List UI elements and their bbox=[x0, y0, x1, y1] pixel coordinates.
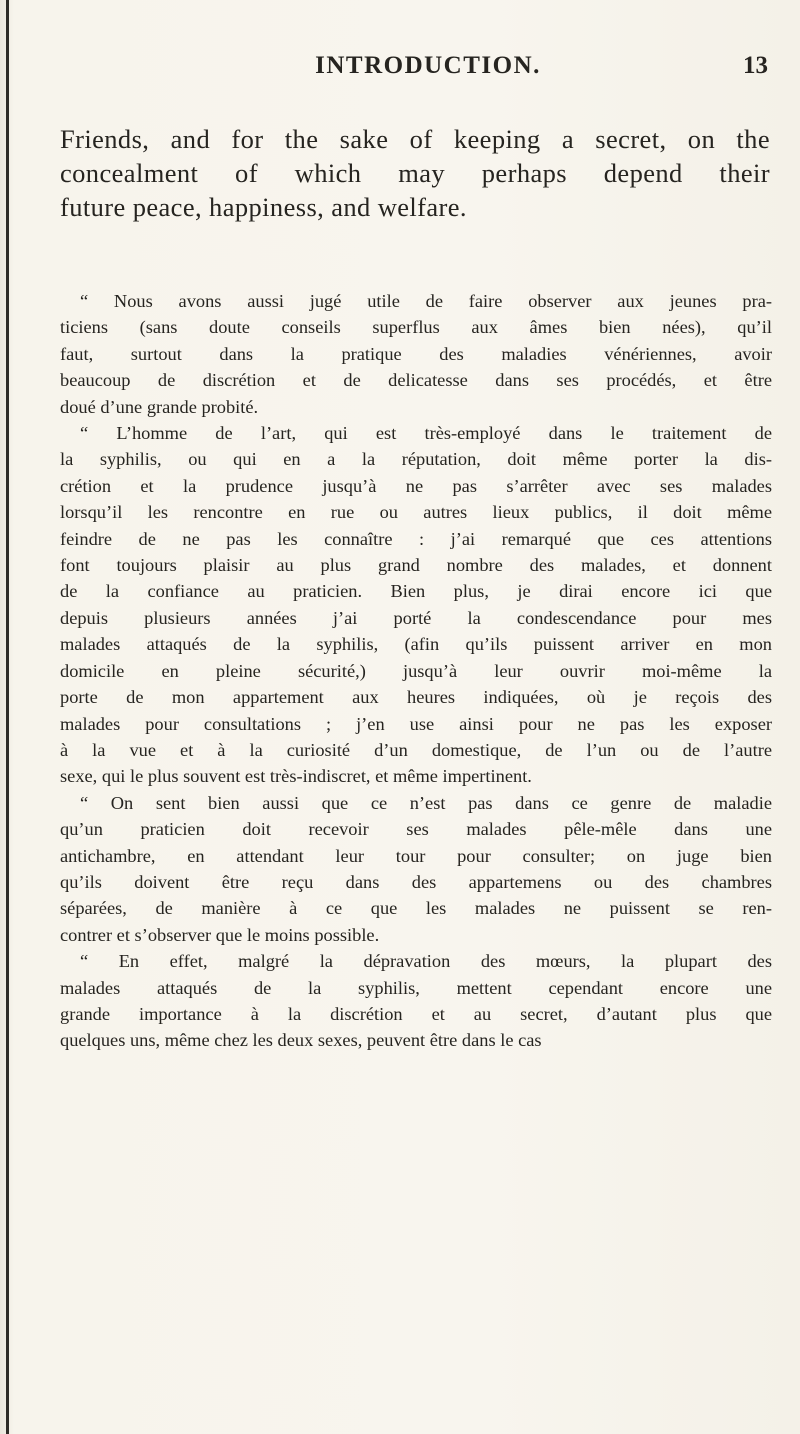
text-line: faut, surtout dans la pratique des maladies vénériennes, avoir bbox=[60, 343, 772, 364]
text-line: “ L’homme de l’art, qui est très-employé dans le traitement de bbox=[80, 423, 772, 444]
english-line: Friends, and for the sake of keeping a secret, on the bbox=[60, 124, 770, 154]
text-line: quelques uns, même chez les deux sexes, peuvent être dans le cas bbox=[60, 1030, 542, 1051]
text-line: antichambre, en attendant leur tour pour consulter; on juge bien bbox=[60, 845, 772, 866]
page-number: 13 bbox=[743, 52, 768, 79]
text-line: qu’un praticien doit recevoir ses malades pêle-mêle dans une bbox=[60, 819, 772, 840]
running-head: INTRODUCTION. bbox=[315, 52, 541, 79]
text-line: doué d’une grande probité. bbox=[60, 396, 259, 417]
text-line: beaucoup de discrétion et de delicatesse dans ses procédés, et être bbox=[60, 370, 772, 391]
text-line: malades pour consultations ; j’en use ainsi pour ne pas les exposer bbox=[60, 713, 772, 734]
text-line: la syphilis, ou qui en a la réputation, doit même porter la dis- bbox=[60, 449, 772, 470]
english-line: future peace, happiness, and welfare. bbox=[60, 192, 467, 222]
text-line: font toujours plaisir au plus grand nombre des malades, et donnent bbox=[60, 555, 772, 576]
text-line: depuis plusieurs années j’ai porté la condescendance pour mes bbox=[60, 607, 772, 628]
english-paragraph bbox=[60, 122, 770, 224]
french-paragraph bbox=[60, 288, 772, 420]
text-line: “ En effet, malgré la dépravation des mœurs, la plupart des bbox=[80, 951, 772, 972]
french-paragraph bbox=[60, 420, 772, 790]
english-line: concealment of which may perhaps depend their bbox=[60, 158, 770, 188]
text-line: crétion et la prudence jusqu’à ne pas s’arrêter avec ses malades bbox=[60, 475, 772, 496]
text-line: ticiens (sans doute conseils superflus aux âmes bien nées), qu’il bbox=[60, 317, 772, 338]
text-line: à la vue et à la curiosité d’un domestique, de l’un ou de l’autre bbox=[60, 739, 772, 760]
text-line: “ Nous avons aussi jugé utile de faire observer aux jeunes pra- bbox=[80, 291, 772, 311]
french-paragraph bbox=[60, 790, 772, 948]
french-quotation bbox=[60, 288, 772, 1054]
french-paragraph bbox=[60, 948, 772, 1054]
page-header bbox=[88, 52, 768, 92]
text-line: malades attaqués de la syphilis, (afin qu’ils puissent arriver en mon bbox=[60, 634, 772, 655]
text-line: feindre de ne pas les connaître : j’ai remarqué que ces attentions bbox=[60, 528, 772, 549]
text-line: domicile en pleine sécurité,) jusqu’à leur ouvrir moi-même la bbox=[60, 660, 772, 681]
text-line: séparées, de manière à ce que les malades ne puissent se ren- bbox=[60, 898, 772, 919]
text-line: qu’ils doivent être reçu dans des appartemens ou des chambres bbox=[60, 871, 772, 892]
page-edge-shadow bbox=[6, 0, 9, 1434]
text-line: de la confiance au praticien. Bien plus, je dirai encore ici que bbox=[60, 581, 772, 602]
text-line: sexe, qui le plus souvent est très-indiscret, et même impertinent. bbox=[60, 766, 532, 787]
text-line: grande importance à la discrétion et au secret, d’autant plus que bbox=[60, 1003, 772, 1024]
text-line: lorsqu’il les rencontre en rue ou autres lieux publics, il doit même bbox=[60, 502, 772, 523]
text-line: “ On sent bien aussi que ce n’est pas dans ce genre de maladie bbox=[80, 792, 772, 813]
text-line: malades attaqués de la syphilis, mettent cependant encore une bbox=[60, 977, 772, 998]
text-line: contrer et s’observer que le moins possible. bbox=[60, 924, 380, 945]
text-line: porte de mon appartement aux heures indiquées, où je reçois des bbox=[60, 687, 772, 708]
